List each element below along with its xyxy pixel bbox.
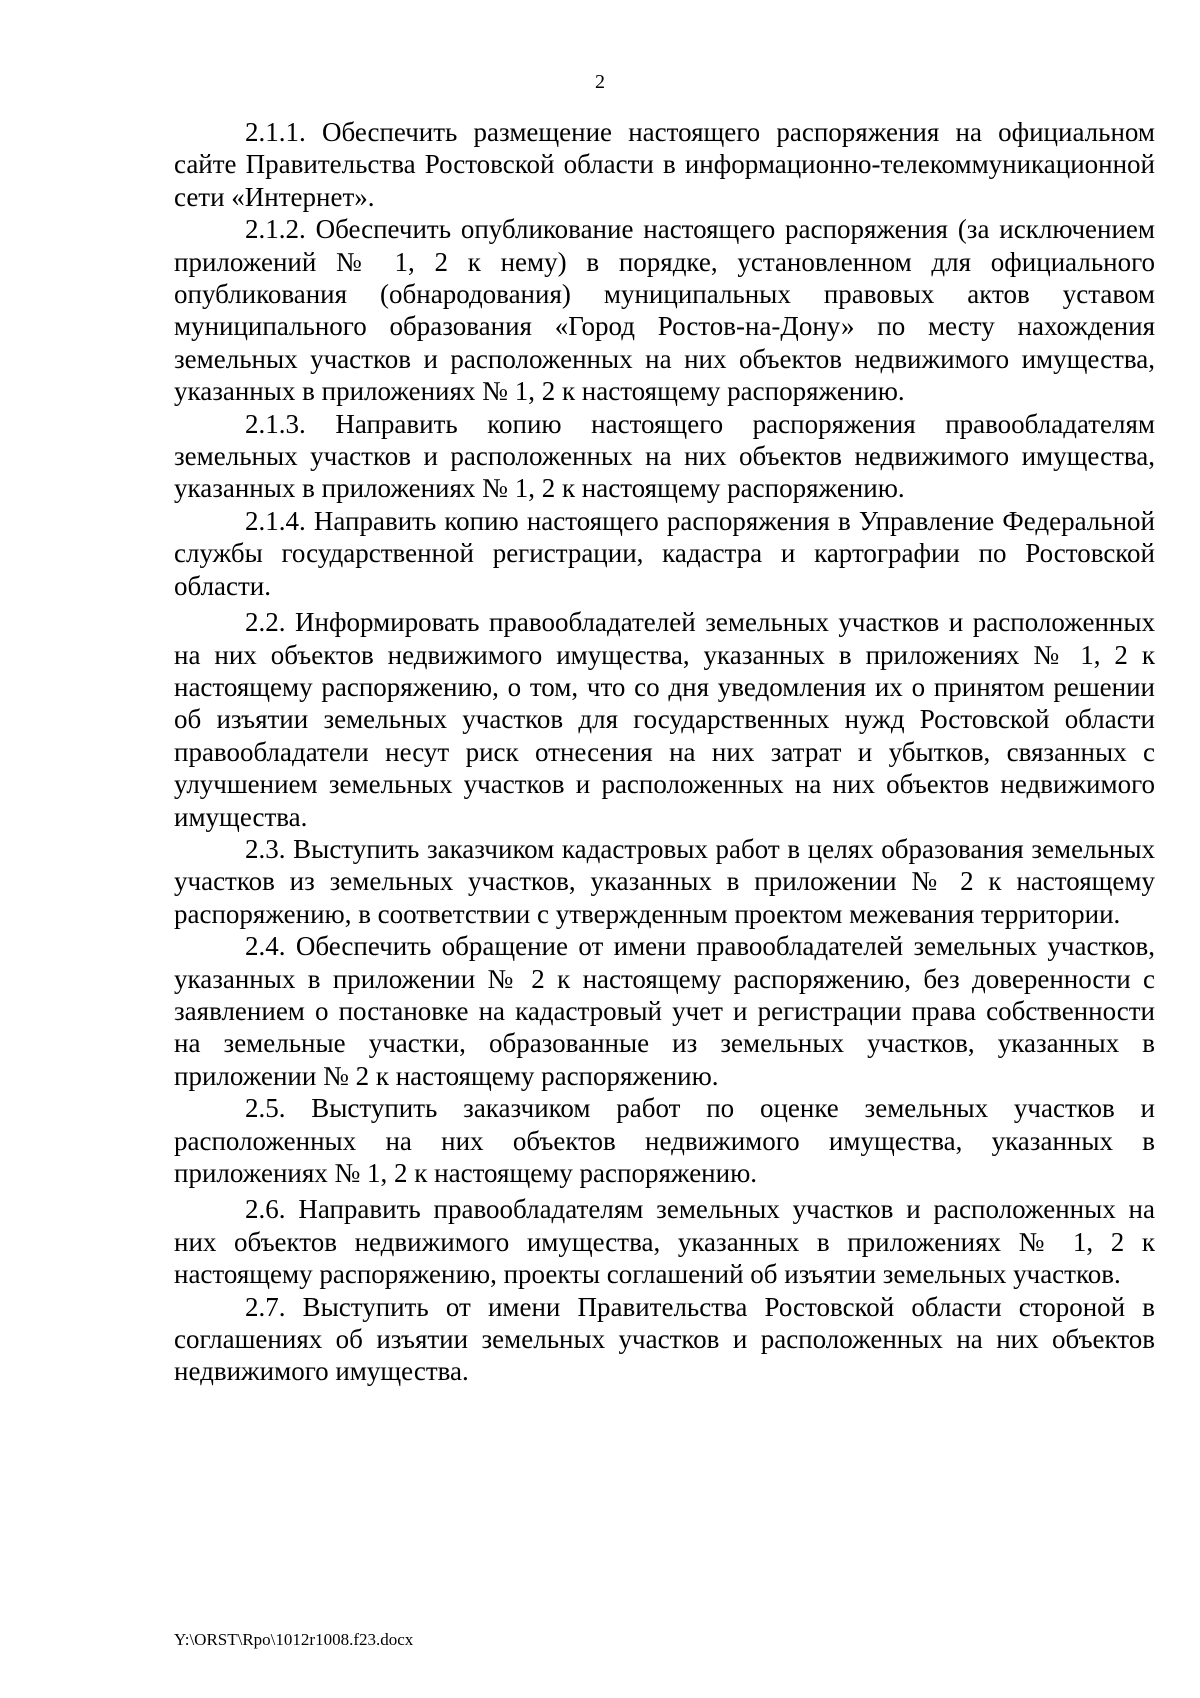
paragraph-2-6: 2.6. Направить правообладателям земельных участков и расположенных на них объектов недвижимого имущества, указанных в приложениях № 1, 2 к настоящему распоряжению, проекты соглашений об изъятии земельных участков. <box>174 1194 1155 1290</box>
file-path-footer: Y:\ORST\Rpo\1012r1008.f23.docx <box>174 1630 414 1649</box>
page-number: 2 <box>595 71 605 93</box>
paragraph-2-1-4: 2.1.4. Направить копию настоящего распоряжения в Управление Федеральной службы государственной регистрации, кадастра и картографии по Ростовской области. <box>174 505 1155 601</box>
paragraph-2-2: 2.2. Информировать правообладателей земельных участков и расположенных на них объектов недвижимого имущества, указанных в приложениях № 1, 2 к настоящему распоряжению, о том, что со дня уведомления их о принятом решении об изъятии земельных участков для государственных нужд Ростовской области правообладатели несут риск отнесения на них затрат и убытков, связанных с улучшением земельных участков и расположенных на них объектов недвижимого имущества. <box>174 607 1155 832</box>
paragraph-2-1-3: 2.1.3. Направить копию настоящего распоряжения правообладателям земельных участков и расположенных на них объектов недвижимого имущества, указанных в приложениях № 1, 2 к настоящему распоряжению. <box>174 408 1155 504</box>
paragraph-2-1-1: 2.1.1. Обеспечить размещение настоящего распоряжения на официальном сайте Правительства Ростовской области в информационно-телекоммуникационной сети «Интернет». <box>174 117 1155 212</box>
paragraph-2-5: 2.5. Выступить заказчиком работ по оценке земельных участков и расположенных на них объектов недвижимого имущества, указанных в приложениях № 1, 2 к настоящему распоряжению. <box>174 1093 1155 1188</box>
document-body <box>174 116 1155 1388</box>
paragraph-2-1-2: 2.1.2. Обеспечить опубликование настоящего распоряжения (за исключением приложений № 1, 2 к нему) в порядке, установленном для официального опубликования (обнародования) муниципальных правовых актов уставом муниципального образования «Город Ростов-на-Дону» по месту нахождения земельных участков и расположенных на них объектов недвижимого имущества, указанных в приложениях № 1, 2 к настоящему распоряжению. <box>174 214 1155 407</box>
paragraph-2-3: 2.3. Выступить заказчиком кадастровых работ в целях образования земельных участков из земельных участков, указанных в приложении № 2 к настоящему распоряжению, в соответствии с утвержденным проектом межевания территории. <box>174 833 1155 929</box>
paragraph-2-7: 2.7. Выступить от имени Правительства Ростовской области стороной в соглашениях об изъятии земельных участков и расположенных на них объектов недвижимого имущества. <box>174 1291 1155 1387</box>
paragraph-2-4: 2.4. Обеспечить обращение от имени правообладателей земельных участков, указанных в приложении № 2 к настоящему распоряжению, без доверенности с заявлением о постановке на кадастровый учет и регистрации права собственности на земельные участки, образованные из земельных участков, указанных в приложении № 2 к настоящему распоряжению. <box>174 931 1155 1091</box>
